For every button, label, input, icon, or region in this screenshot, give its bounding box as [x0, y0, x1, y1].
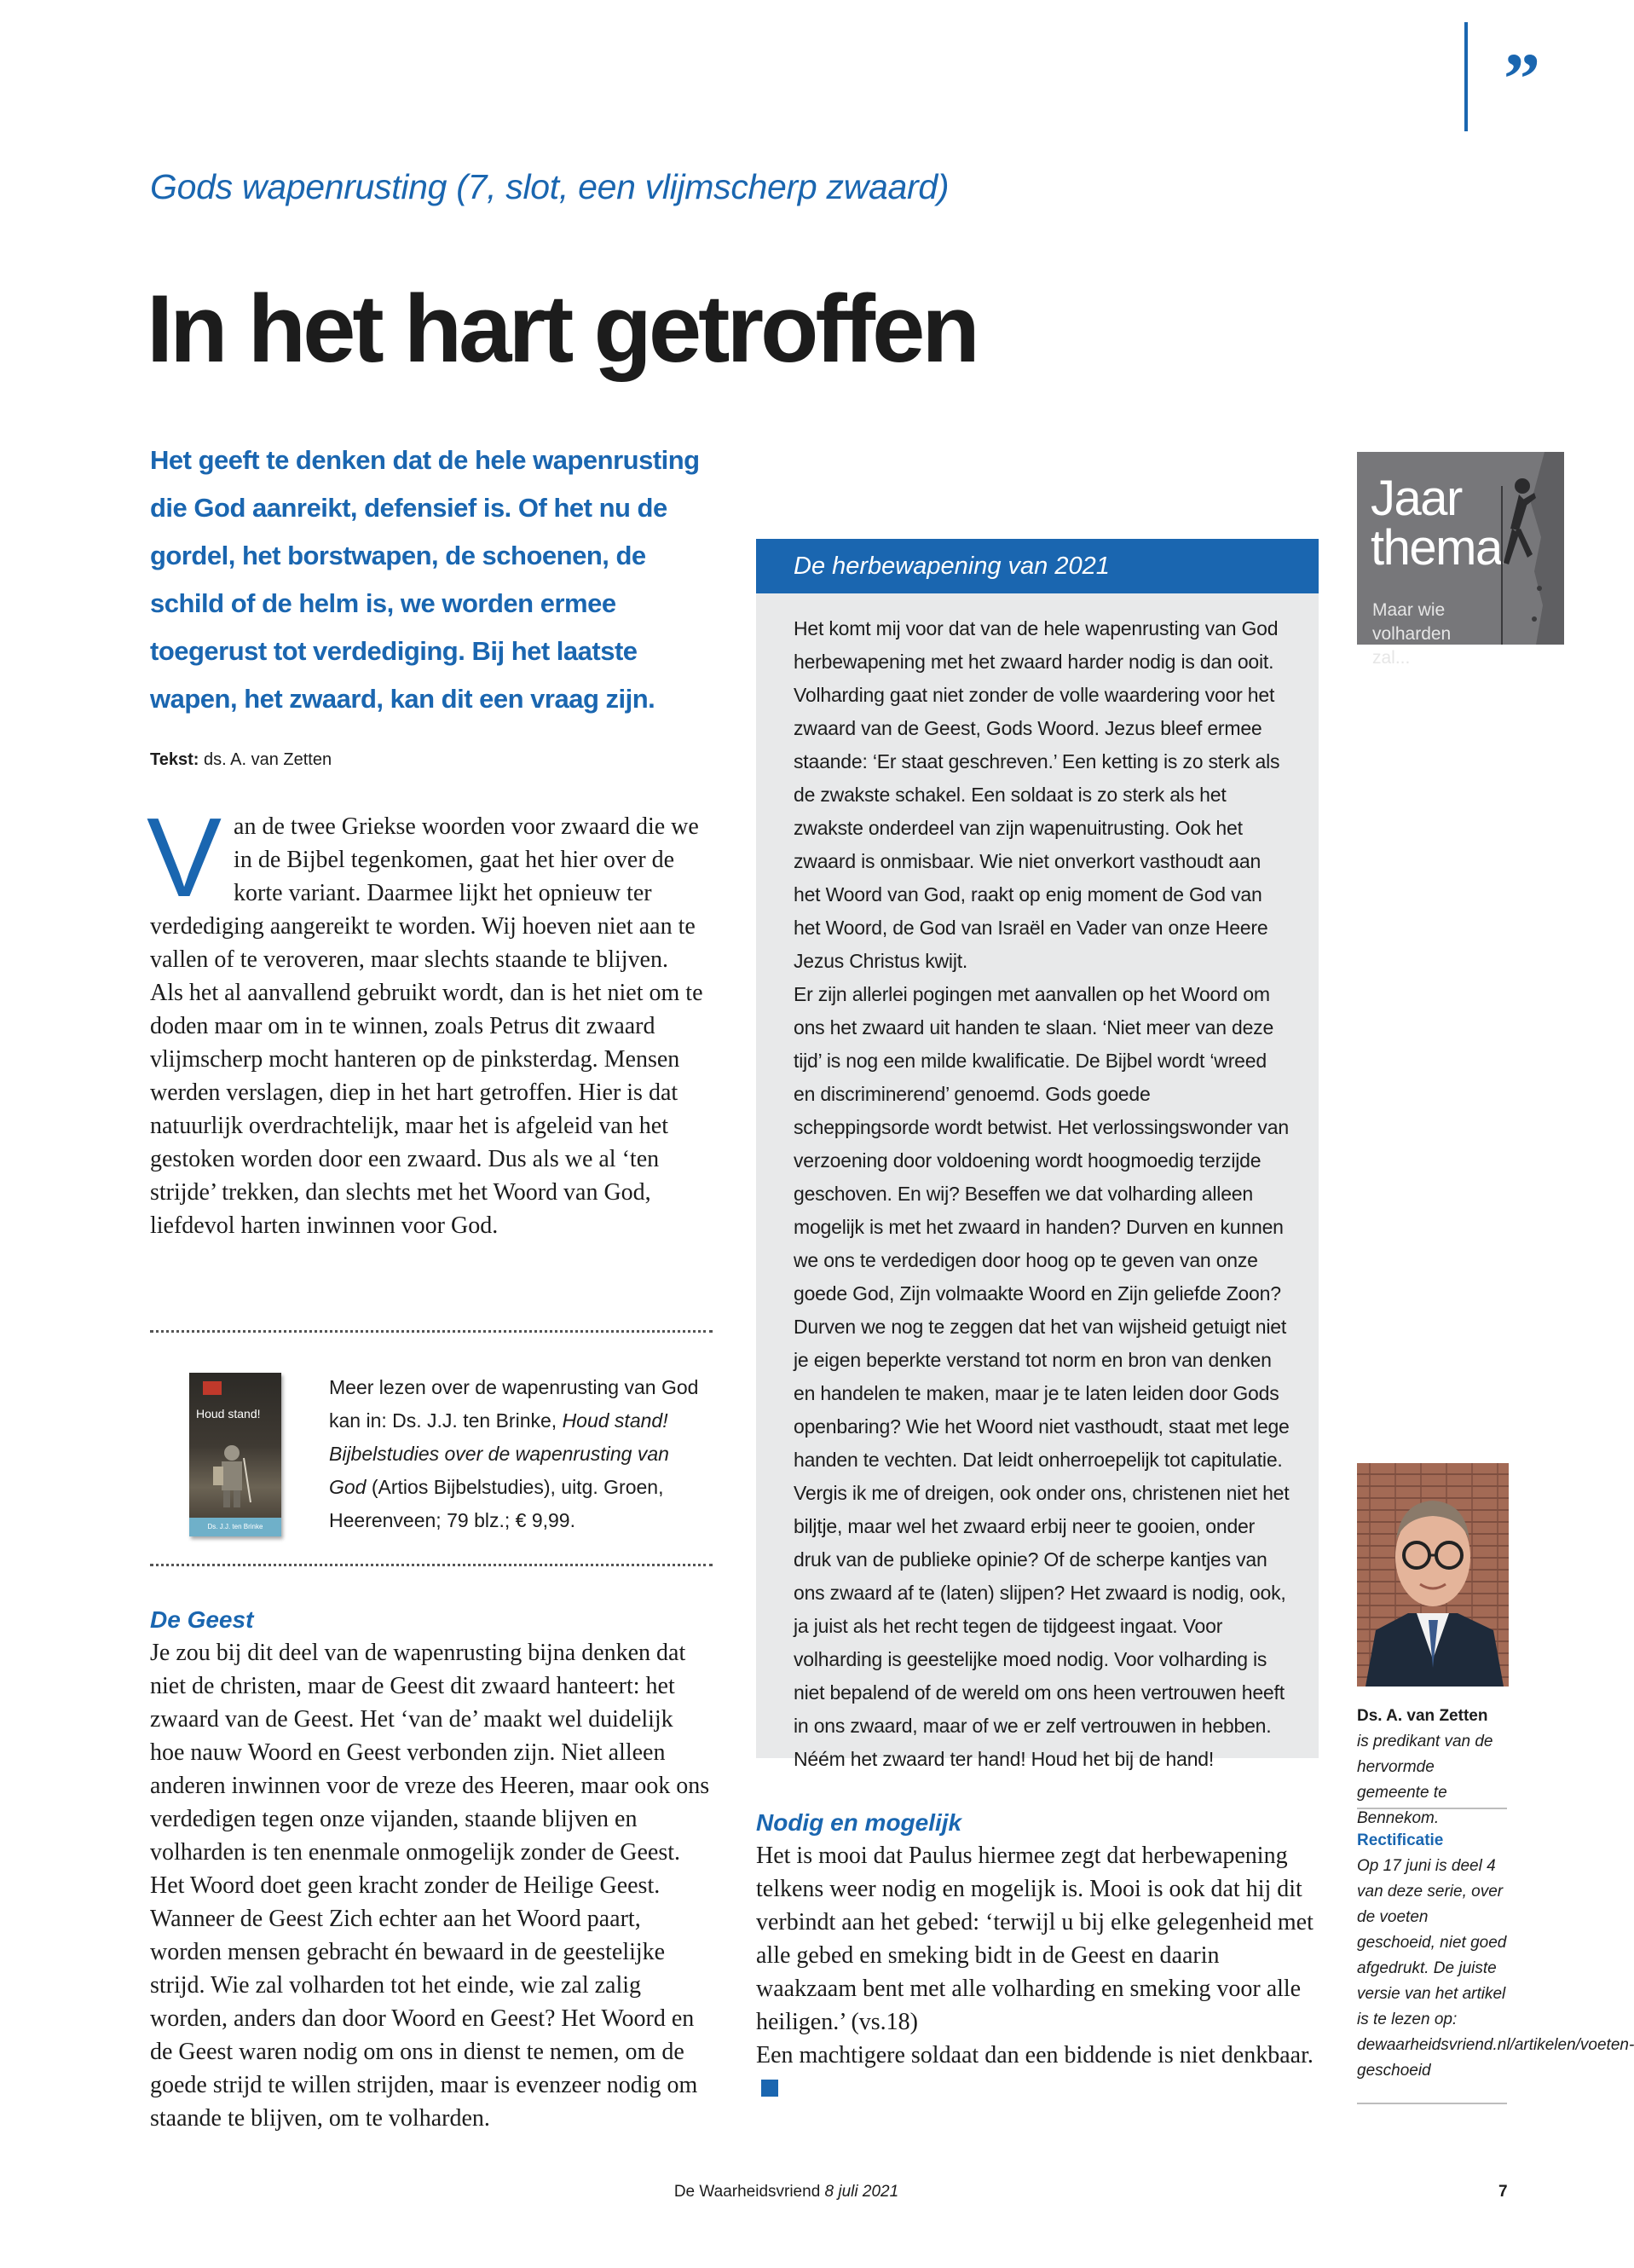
page-footer	[0, 2183, 1573, 2201]
sidebar-box-header	[756, 539, 1319, 593]
side-divider-2	[1357, 2103, 1507, 2104]
series-kicker: Gods wapenrusting (7, slot, een vlijmscherp zwaard)	[150, 167, 950, 206]
subheading-de-geest: De Geest	[150, 1606, 254, 1633]
byline	[150, 750, 713, 770]
dotted-divider-top	[150, 1330, 713, 1333]
rectification-text: Op 17 juni is deel 4 van deze serie, over de voeten geschoeid, niet goed afgedrukt. De juiste versie van het artikel is te lezen op: dewaarheidsvriend.nl/artikelen/voeten-geschoeid	[1357, 1857, 1634, 2080]
box-paragraph-3: Vergis ik me of dreigen, ook onder ons, christenen niet het biljtje, maar wel het zwaard erbij neer te gooien, onder druk van de publieke opinie? Of de scherpe kantjes van ons zwaard af te (laten) slijpen? Het zwaard is nodig, ook, ja juist als het recht tegen de tijdgeest ingaat. Voor volharding is geestelijke moed nodig. Voor volharding is niet bepalend of de wereld om ons heen vertrouwen heeft in ons zwaard, maar of we er zelf vertrouwen in hebben. Néém het zwaard ter hand! Houd het bij de hand!	[794, 1482, 1290, 1770]
sidebar-box-title: De herbewapening van 2021	[794, 553, 1110, 580]
author-photo-illustration	[1357, 1463, 1509, 1687]
nodig-paragraph-1: Het is mooi dat Paulus hiermee zegt dat herbewapening telkens weer nodig en mogelijk is. Mooi is ook dat hij dit verbindt aan het gebed: ‘terwijl u bij elke gelegenheid met alle gebed en smeking bidt in de Geest en daarin waakzaam bent met alle volharding en smeking voor alle heiligen.’ (vs.18)	[756, 1843, 1314, 2035]
year-theme-title	[1371, 471, 1502, 576]
side-divider-1	[1357, 1808, 1507, 1809]
top-accent-rule	[1464, 22, 1468, 131]
byline-label: Tekst:	[150, 750, 199, 769]
opening-paragraph	[147, 795, 713, 976]
byline-author: ds. A. van Zetten	[203, 750, 332, 769]
section-nodig-en-mogelijk	[756, 1839, 1319, 2105]
author-portrait	[1357, 1463, 1509, 1687]
nodig-paragraph-2	[756, 2039, 1319, 2105]
sidebar-box-text	[794, 612, 1291, 1776]
dotted-divider-bottom	[150, 1564, 713, 1566]
knight-illustration	[206, 1441, 257, 1509]
year-theme-badge	[1357, 452, 1564, 668]
subheading-nodig-en-mogelijk: Nodig en mogelijk	[756, 1809, 962, 1836]
opening-text: an de twee Griekse woorden voor zwaard die we in de Bijbel tegenkomen, gaat het hier over de korte variant. Daarmee lijkt het opnieuw ter verdediging aangereikt te worden. Wij hoeven niet aan te vallen of te veroveren, maar slechts staande te blijven.	[150, 813, 699, 973]
book-cover-image	[189, 1373, 281, 1536]
year-theme-title-line2: thema	[1371, 520, 1502, 576]
quote-mark-icon: ”	[1504, 38, 1540, 119]
box-paragraph-1: Het komt mij voor dat van de hele wapenrusting van God herbewapening met het zwaard harder nodig is dan ooit. Volharding gaat niet zonder de volle waardering voor het zwaard van de Geest, Gods Woord. Jezus bleef ermee staande: ‘Er staat geschreven.’ Een ketting is zo sterk als de zwakste schakel. Een soldaat is zo sterk als het zwakste onderdeel van zijn wapenuitrusting. Ook het zwaard is onmisbaar. Wie niet onverkort vasthoudt aan het Woord van God, raakt op enig moment de God van het Woord, de God van Israël en Vader van onze Heere Jezus Christus kwijt.	[794, 617, 1280, 972]
book-note-details: (Artios Bijbelstudies), uitg. Groen, Heerenveen; 79 blz.; € 9,99.	[329, 1476, 664, 1531]
end-mark-icon	[761, 2080, 778, 2097]
rectification-heading: Rectificatie	[1357, 1831, 1444, 1849]
issue-date: 8 juli 2021	[824, 2183, 899, 2201]
box-paragraph-2: Er zijn allerlei pogingen met aanvallen op het Woord om ons het zwaard uit handen te slaan. ‘Niet meer van deze tijd’ is nog een milde kwalificatie. De Bijbel wordt ‘wreed en discriminerend’ genoemd. Gods goede scheppingsorde wordt betwist. Het verlossingswonder van verzoening door voldoening wordt hoogmoedig terzijde geschoven. En wij? Beseffen we dat volharding alleen mogelijk is met het zwaard in handen? Durven en kunnen we ons te verdedigen door hoog op te geven van onze goede God, Zijn volmaakte Woord en Zijn geliefde Zoon? Durven we nog te zeggen dat het van wijsheid getuigt niet je eigen beperkte verstand tot norm en bron van denken en handelen te maken, maar je te laten leiden door Gods openbaring? Wie het Woord niet vasthoudt, staat met lege handen te vechten. Dat leidt onherroepelijk tot capitulatie.	[794, 983, 1290, 1471]
author-role: is predikant van de hervormde gemeente te Bennekom.	[1357, 1733, 1493, 1827]
second-paragraph: Als het al aanvallend gebruikt wordt, dan is het niet om te doden maar om in te winnen, zoals Petrus dit zwaard vlijmscherp mocht hanteren op de pinksterdag. Mensen werden verslagen, diep in het hart getroffen. Hier is dat natuurlijk overdrachtelijk, maar het is afgeleid van het gestoken worden door een zwaard. Dus als we al ‘ten strijde’ trekken, dan slechts met het Woord van God, liefdevol harten inwinnen voor God.	[150, 980, 703, 1239]
article-headline: In het hart getroffen	[147, 275, 977, 382]
page-number: 7	[1498, 2183, 1508, 2201]
year-theme-subtitle: Maar wie volharden zal...	[1372, 600, 1452, 668]
book-recommendation	[329, 1371, 704, 1537]
author-name: Ds. A. van Zetten	[1357, 1707, 1488, 1725]
section-opening	[147, 795, 713, 1242]
section-de-geest: Je zou bij dit deel van de wapenrusting bijna denken dat niet de christen, maar de Geest dit zwaard hanteert: het zwaard van de Geest. Het ‘van de’ maakt wel duidelijk hoe nauw Woord en Geest verbonden zijn. Niet alleen anderen inwinnen voor de vreze des Heeren, maar ook ons verdedigen tegen onze vijanden, staande blijven en volharden is ten enenmale onmogelijk zonder de Geest. Het Woord doet geen kracht zonder de Heilige Geest. Wanneer de Geest Zich echter aan het Woord paart, worden mensen gebracht én bewaard in de geestelijke strijd. Wie zal volharden tot het einde, wie zal zalig worden, anders dan door Woord en Geest? Het Woord en de Geest waren nodig om ons in dienst te nemen, om de goede strijd te willen strijden, maar is evenzeer nodig om staande te blijven, om te volharden.	[150, 1640, 710, 2132]
book-badge	[203, 1381, 222, 1395]
publication-name: De Waarheidsvriend	[673, 2183, 821, 2201]
year-theme-title-line1: Jaar	[1371, 471, 1462, 526]
drop-cap: V	[147, 795, 222, 920]
book-cover-title: Houd stand!	[196, 1407, 261, 1420]
article-intro: Het geeft te denken dat de hele wapenrusting die God aanreikt, defensief is. Of het nu de gordel, het borstwapen, de schoenen, de schild of de helm is, we worden ermee toegerust tot verdediging. Bij het laatste wapen, het zwaard, kan dit een vraag zijn.	[150, 445, 700, 714]
closing-sentence: Een machtigere soldaat dan een biddende is niet denkbaar.	[756, 2042, 1314, 2068]
book-note-intro: Meer lezen over de wapenrusting van God kan in: Ds. J.J. ten Brinke,	[329, 1376, 699, 1432]
book-cover-author: Ds. J.J. ten Brinke	[189, 1518, 281, 1536]
climber-icon	[1493, 452, 1564, 645]
book-note-title: Houd stand! Bijbelstudies over de wapenrusting van God	[329, 1409, 669, 1498]
